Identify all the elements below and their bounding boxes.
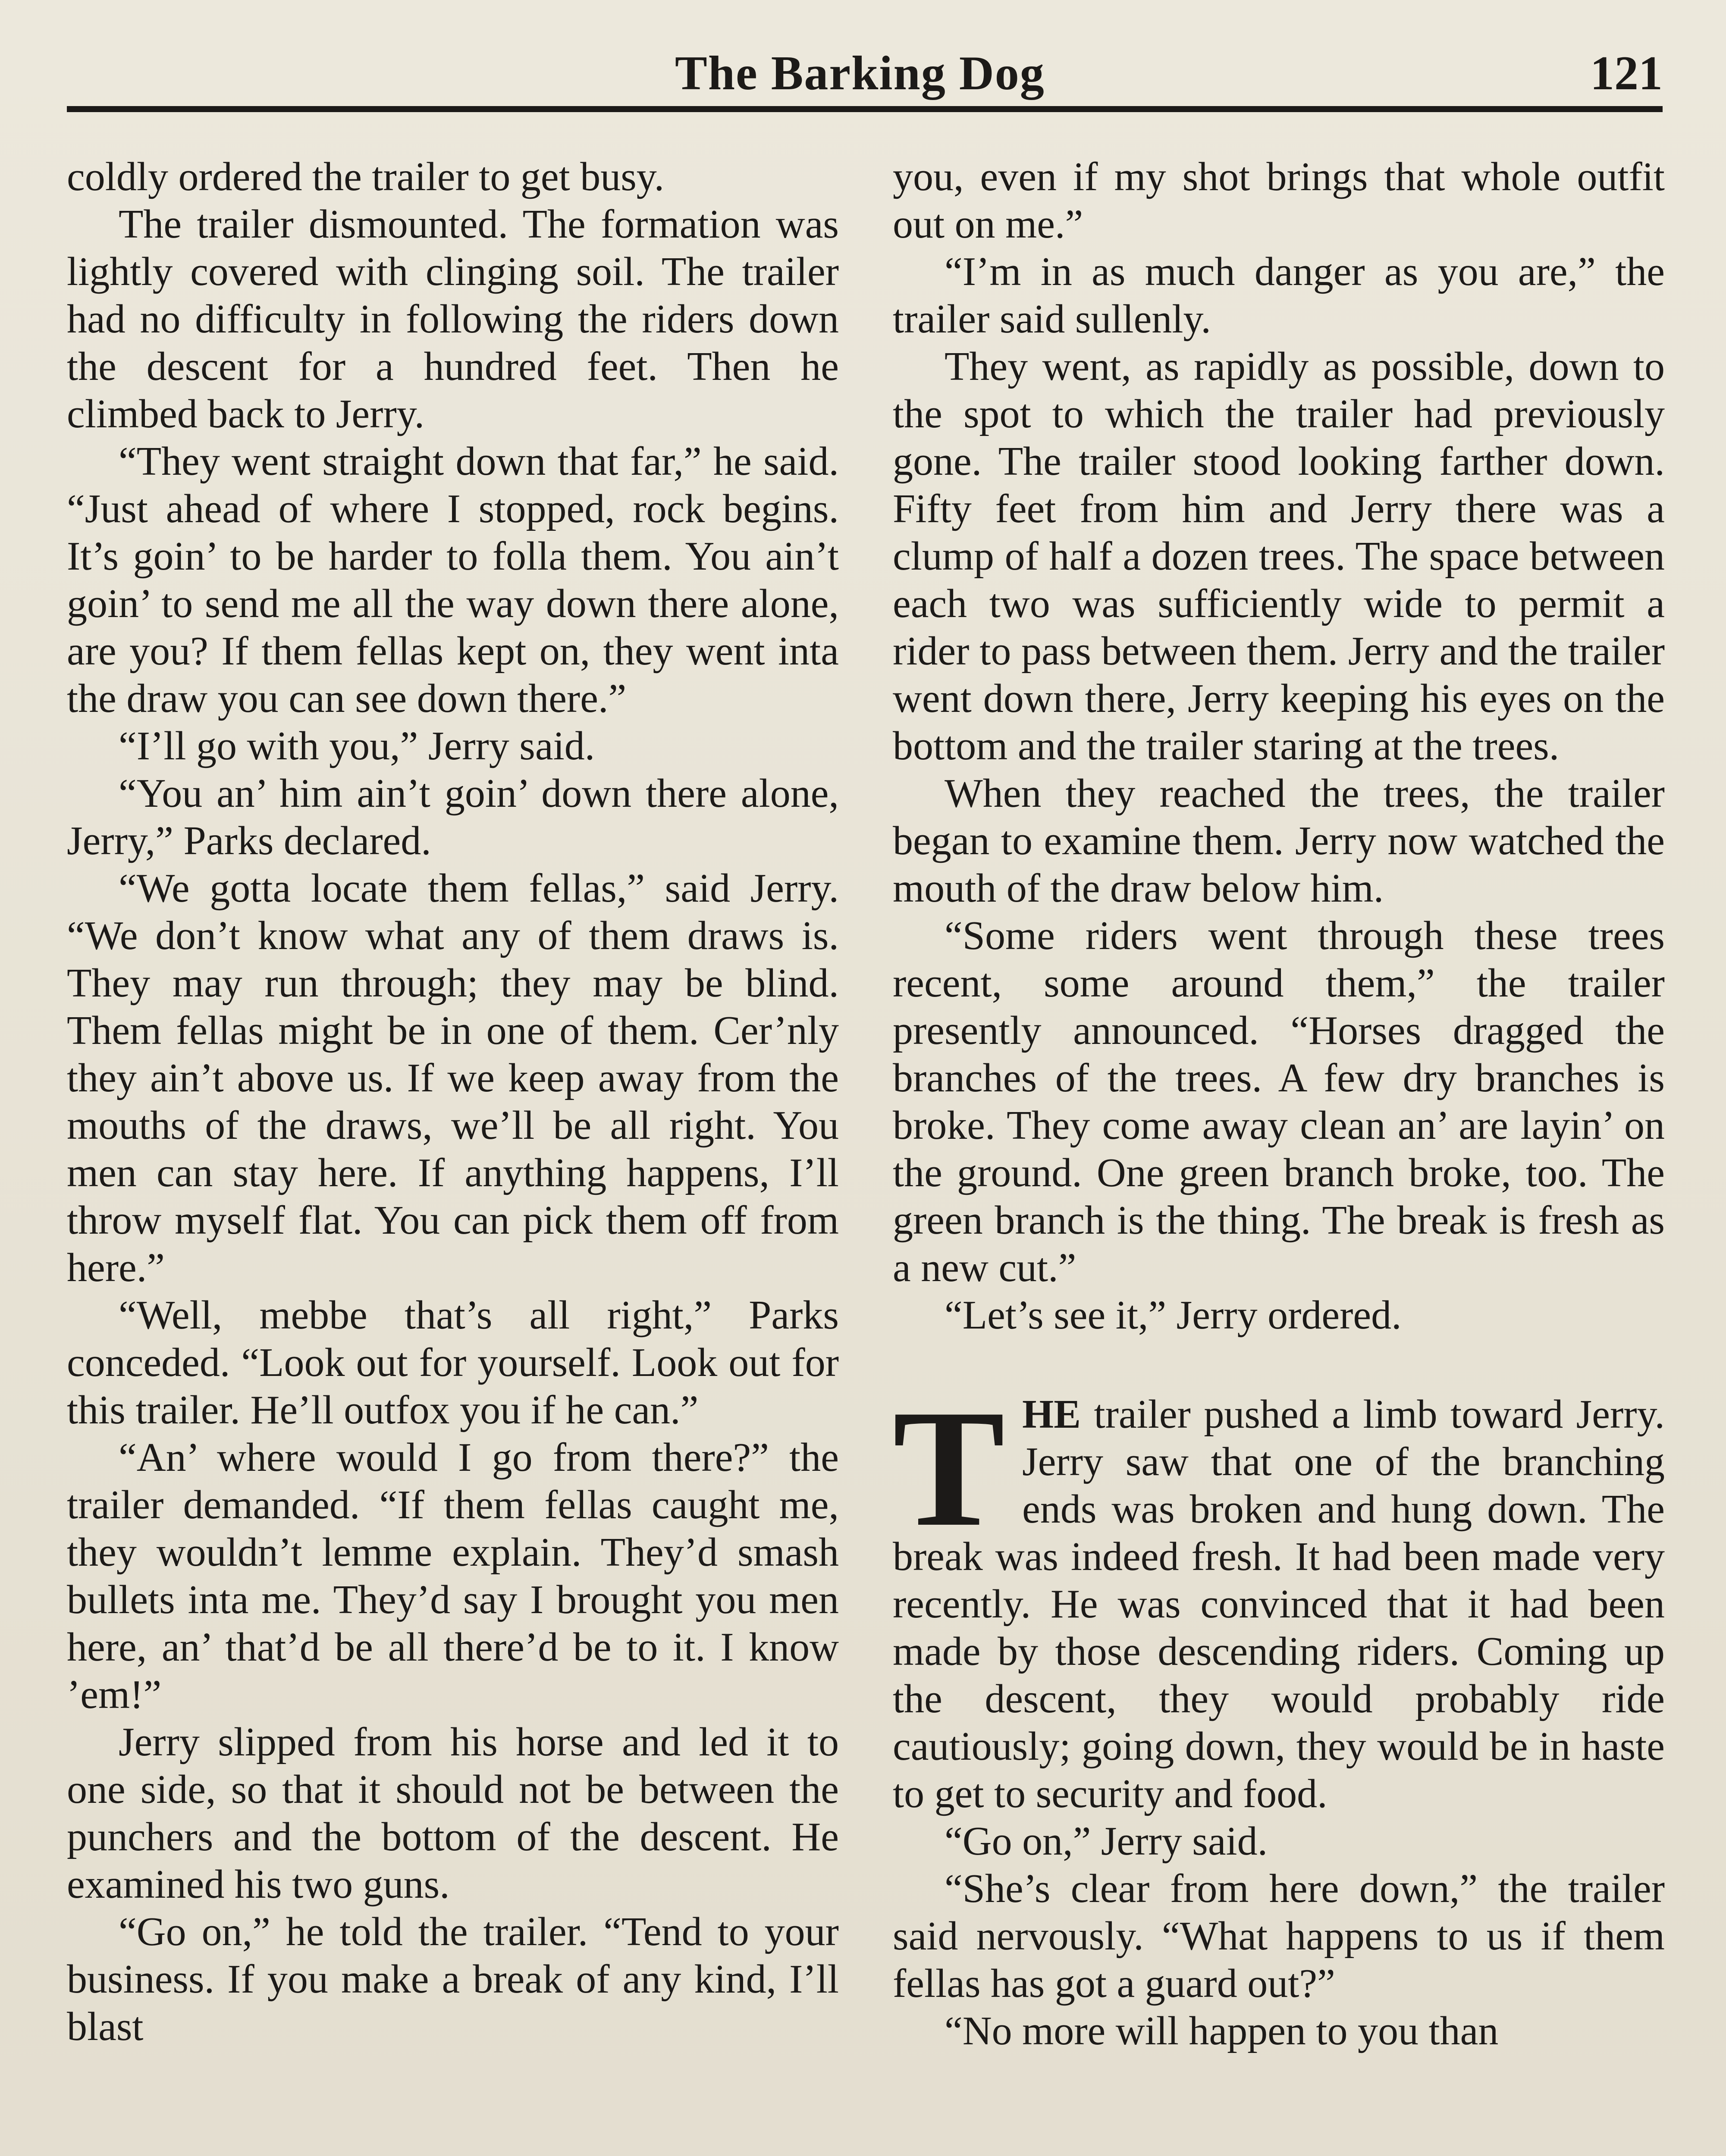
section-lead-word: HE: [1022, 1392, 1081, 1437]
paragraph: “I’m in as much danger as you are,” the trailer said sullenly.: [893, 249, 1665, 342]
paragraph: “They went straight down that far,” he said. “Just ahead of where I stopped, rock begins. It’s goin’ to be harder to folla them. You ain’t goin’ to send me all the way down there alone, are you? If them fellas kept on, they went inta the draw you can see down there.”: [67, 439, 839, 721]
page-header: [67, 30, 1663, 112]
paragraph: “Go on,” Jerry said.: [945, 1819, 1268, 1864]
paragraph: “She’s clear from here down,” the trailer said nervously. “What happens to us if them fellas has got a guard out?”: [893, 1866, 1665, 2006]
paragraph: “Go on,” he told the trailer. “Tend to your business. If you make a break of any kind, I’ll blast: [67, 1909, 839, 2049]
right-column: [893, 153, 1665, 2156]
running-title: The Barking Dog: [675, 47, 1045, 100]
paragraph: They went, as rapidly as possible, down to the spot to which the trailer had previously gone. The trailer stood looking farther down. Fifty feet from him and Jerry there was a clump of half a dozen trees. The space between each two was sufficiently wide to permit a rider to pass between them. Jerry and the trailer went down there, Jerry keeping his eyes on the bottom and the trailer staring at the trees.: [893, 344, 1665, 768]
paragraph: “Let’s see it,” Jerry ordered.: [945, 1293, 1402, 1338]
paragraph: “I’ll go with you,” Jerry said.: [119, 724, 595, 768]
left-column: [67, 153, 839, 2156]
paragraph: “An’ where would I go from there?” the trailer demanded. “If them fellas caught me, they wouldn’t lemme explain. They’d smash bullets inta me. They’d say I brought you men here, an’ that’d be all there’d be to it. I know ’em!”: [67, 1435, 839, 1717]
paragraph: “We gotta locate them fellas,” said Jerry. “We don’t know what any of them draws is. They may run through; they may be blind. Them fellas might be in one of them. Cer’nly they ain’t above us. If we keep away from the mouths of the draws, we’ll be all right. You men can stay here. If anything happens, I’ll throw myself flat. You can pick them off from here.”: [67, 866, 839, 1290]
paragraph: you, even if my shot brings that whole outfit out on me.”: [893, 154, 1665, 247]
drop-cap: T: [893, 1375, 1005, 1561]
paragraph: “Some riders went through these trees recent, some around them,” the trailer presently announced. “Horses dragged the branches of the trees. A few dry branches is broke. They come away clean an’ are layin’ on the ground. One green branch broke, too. The green branch is the thing. The break is fresh as a new cut.”: [893, 913, 1665, 1290]
page-number: 121: [1590, 47, 1663, 100]
paragraph: The trailer dismounted. The formation was lightly covered with clinging soil. The trailer had no difficulty in following the riders down the descent for a hundred feet. Then he climbed back to Jerry.: [67, 202, 839, 436]
paragraph: When they reached the trees, the trailer began to examine them. Jerry now watched the mouth of the draw below him.: [893, 771, 1665, 911]
section-first-paragraph: [893, 1375, 1665, 1818]
paragraph: “You an’ him ain’t goin’ down there alone, Jerry,” Parks declared.: [67, 771, 839, 863]
paragraph: “Well, mebbe that’s all right,” Parks conceded. “Look out for yourself. Look out for this trailer. He’ll outfox you if he can.”: [67, 1293, 839, 1432]
paragraph: “No more will happen to you than: [945, 2009, 1499, 2053]
paragraph: Jerry slipped from his horse and led it to one side, so that it should not be between the punchers and the bottom of the descent. He examined his two guns.: [67, 1720, 839, 1907]
section-first-paragraph-text: trailer pushed a limb toward Jerry. Jerry saw that one of the branching ends was broken and hung down. The break was indeed fresh. It had been made very recently. He was convinced that it had been made by those descending riders. Coming up the descent, they would probably ride cautiously; going down, they would be in haste to get to security and food.: [893, 1392, 1665, 1816]
paragraph: coldly ordered the trailer to get busy.: [67, 154, 665, 199]
